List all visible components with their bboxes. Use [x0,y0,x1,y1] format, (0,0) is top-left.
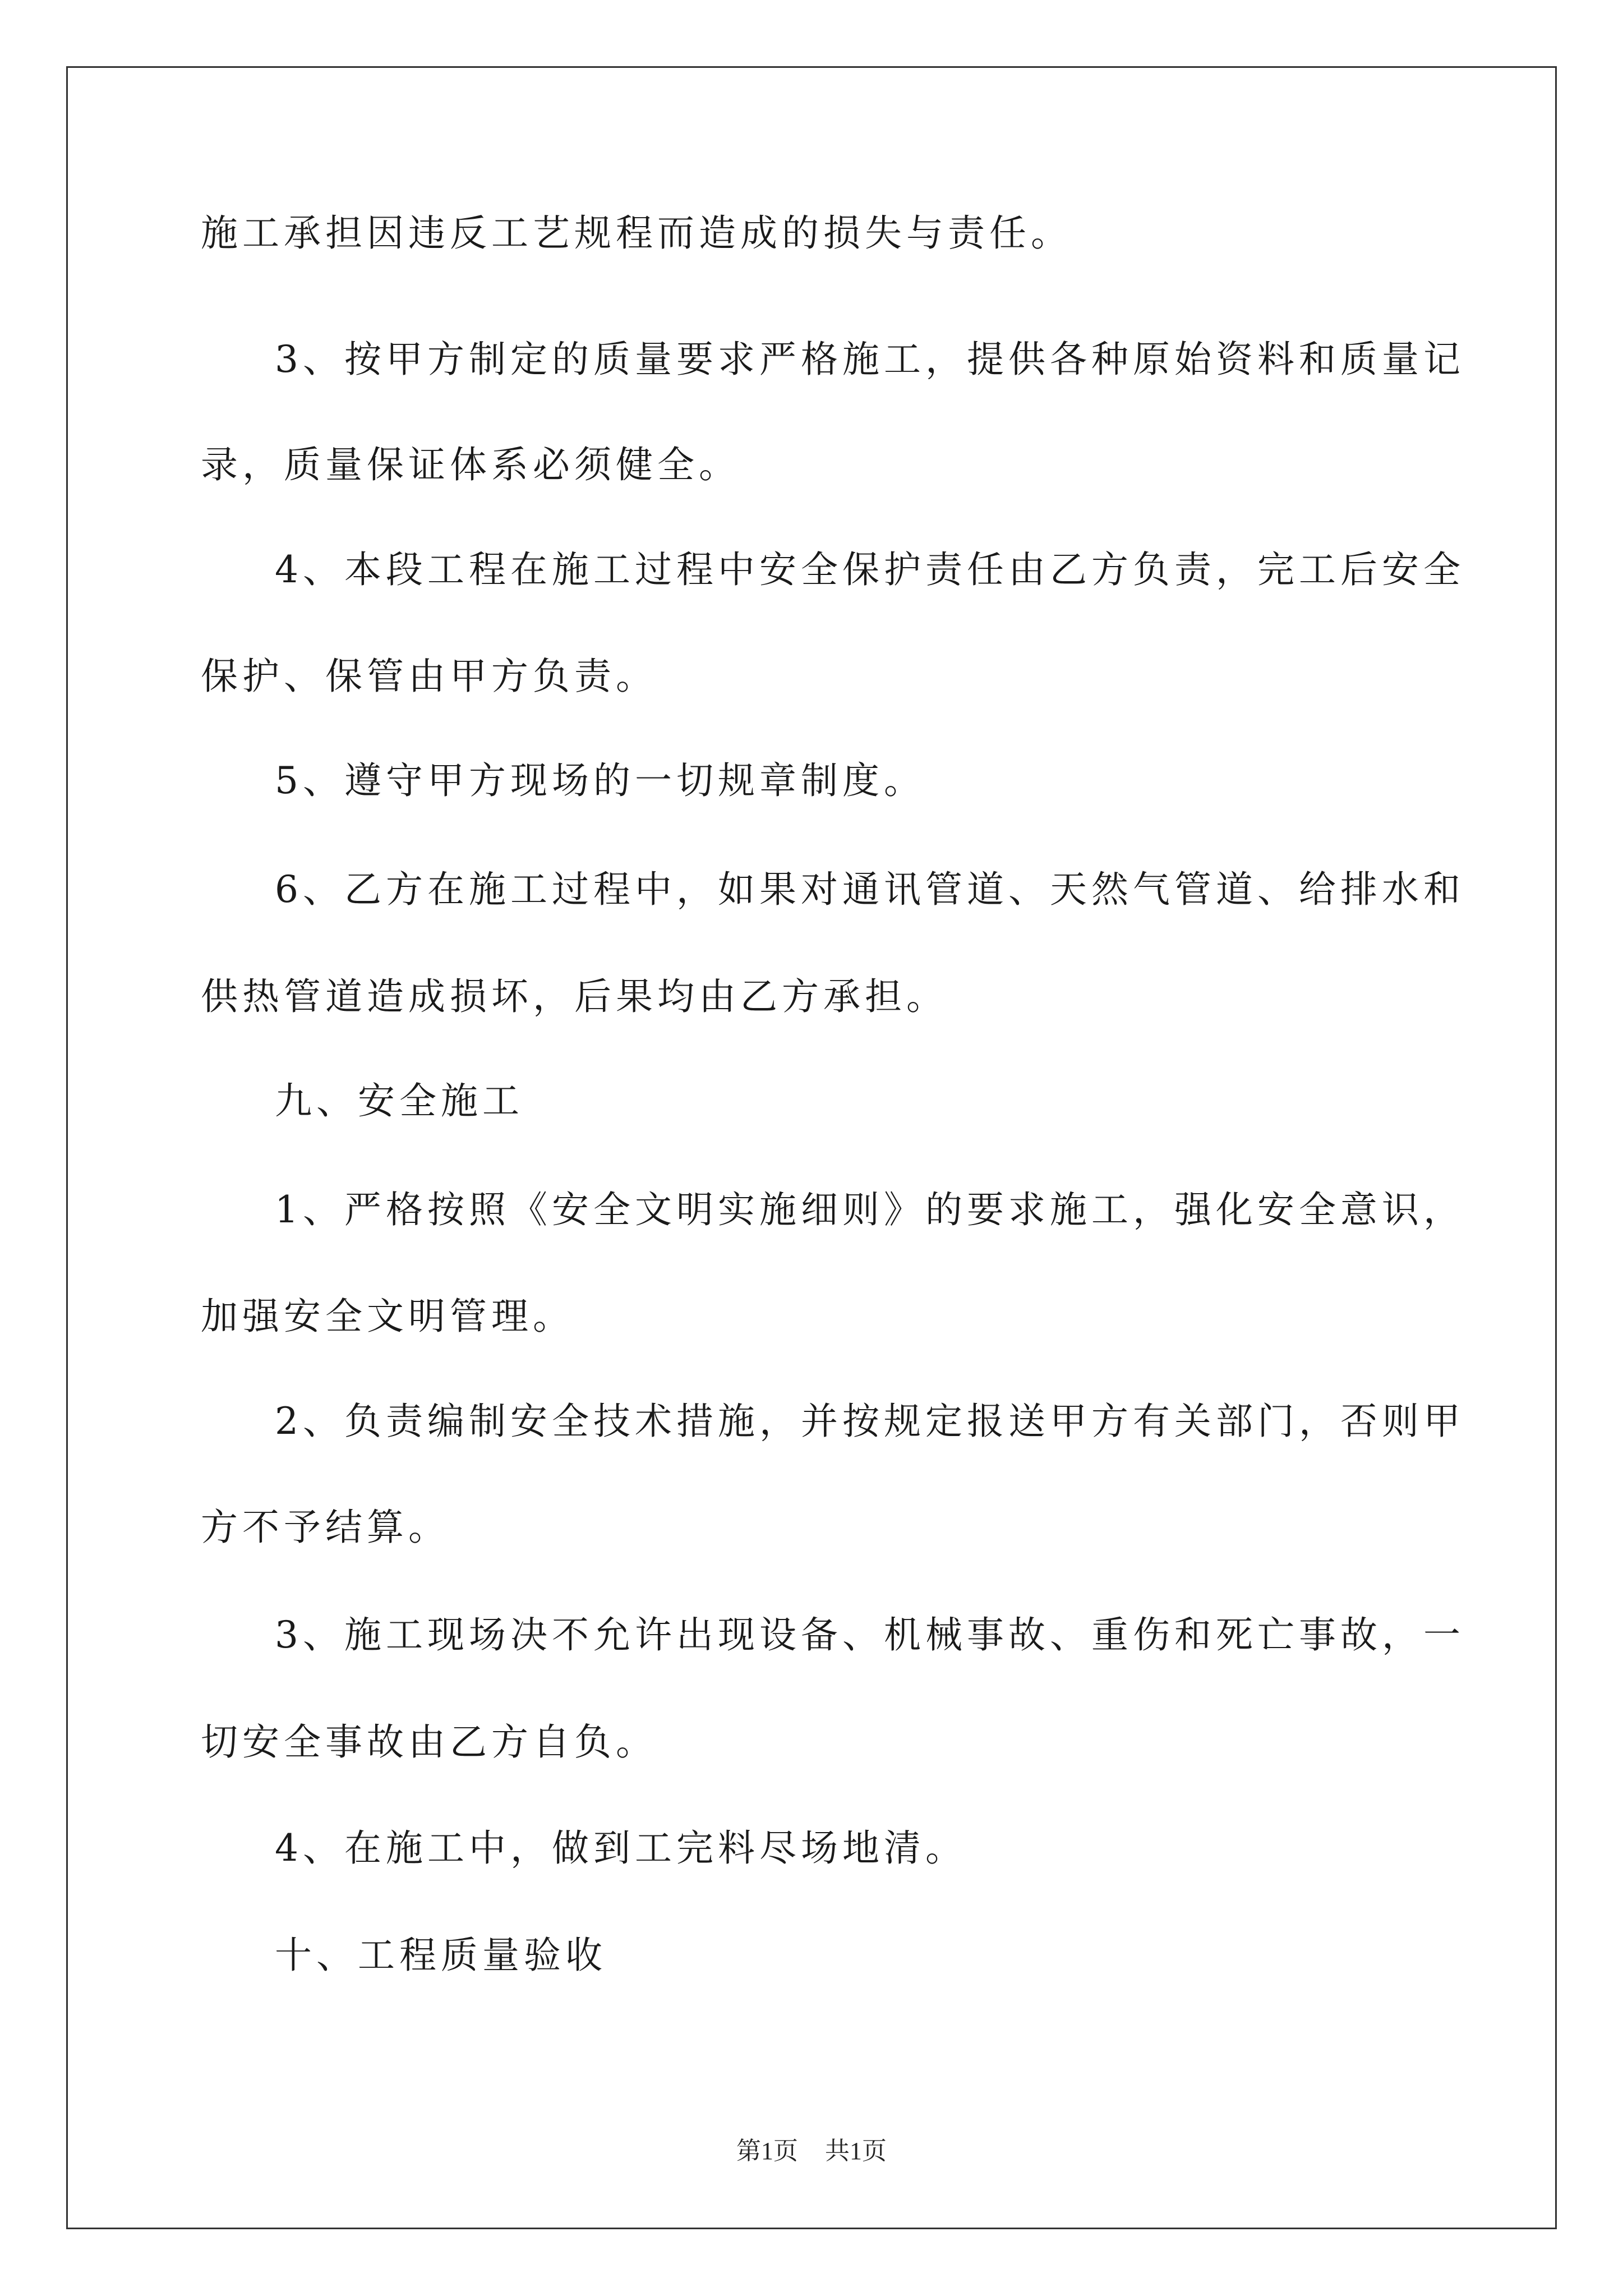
paragraph-line: 加强安全文明管理。 [201,1295,574,1338]
paragraph-line: 录，质量保证体系必须健全。 [201,443,740,486]
paragraph-line: 2、负责编制安全技术措施，并按规定报送甲方有关部门，否则甲 [275,1400,1465,1443]
paragraph-line: 3、施工现场决不允许出现设备、机械事故、重伤和死亡事故，一 [275,1613,1465,1657]
paragraph-line: 供热管道造成损坏，后果均由乙方承担。 [201,975,948,1018]
paragraph-line: 3、按甲方制定的质量要求严格施工，提供各种原始资料和质量记 [275,338,1465,381]
paragraph-line: 施工承担因违反工艺规程而造成的损失与责任。 [201,211,1072,255]
paragraph-line: 4、本段工程在施工过程中安全保护责任由乙方负责，完工后安全 [275,548,1465,591]
paragraph-line: 保护、保管由甲方负责。 [201,655,657,698]
page-footer [0,2136,1623,2166]
paragraph-line: 1、严格按照《安全文明实施细则》的要求施工，强化安全意识， [275,1188,1465,1231]
page-border [66,66,1557,2229]
paragraph-line: 切安全事故由乙方自负。 [201,1720,657,1764]
section-heading: 十、工程质量验收 [275,1934,607,1977]
page-number: 第1页 [736,2137,798,2165]
paragraph-line: 4、在施工中，做到工完料尽场地清。 [275,1826,967,1870]
paragraph-line: 6、乙方在施工过程中，如果对通讯管道、天然气管道、给排水和 [275,868,1465,911]
paragraph-line: 方不予结算。 [201,1506,450,1549]
section-heading: 九、安全施工 [275,1079,524,1122]
paragraph-line: 5、遵守甲方现场的一切规章制度。 [275,759,925,802]
page-total: 共1页 [825,2137,887,2165]
